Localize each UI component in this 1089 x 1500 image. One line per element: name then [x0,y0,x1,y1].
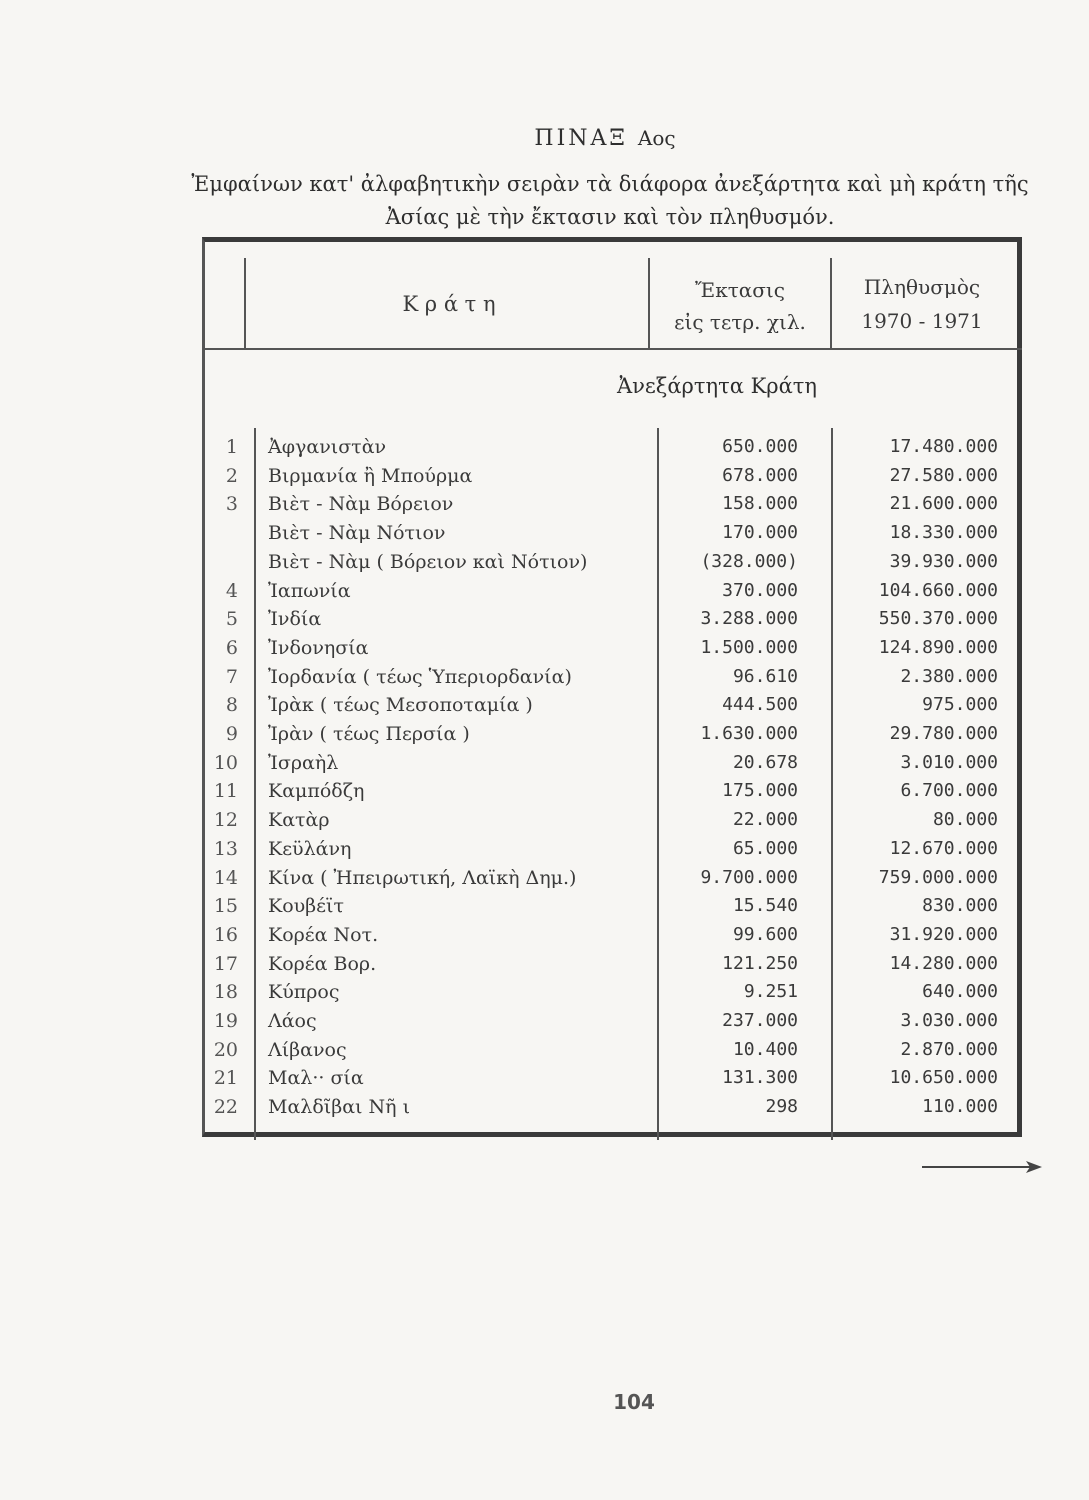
state-name: Καμπόδζη [268,780,365,803]
row-number: 11 [213,780,238,803]
section-title: Ἀνεξάρτητα Κράτη [617,374,817,398]
area-value: 15.540 [732,895,798,917]
state-name: Μαλ·· σία [268,1067,364,1090]
table-row [0,780,1089,808]
area-value: 3.288.000 [700,608,798,630]
state-name: Ἰρὰν ( τέως Περσία ) [268,723,470,745]
title-suffix: Αος [637,126,676,150]
state-name: Ἰορδανία ( τέως Ὑπεριορδανία) [268,665,572,688]
state-name: Ἀφγανιστὰν [268,436,387,458]
table-row [0,608,1089,636]
state-name: Βιὲτ - Νὰμ Νότιον [268,522,446,545]
state-name: Κίνα ( Ἠπειρωτική, Λαϊκὴ Δημ.) [268,866,577,889]
state-name: Ἰαπωνία [268,579,351,602]
row-number: 20 [213,1038,238,1061]
population-value: 31.920.000 [889,923,998,945]
row-number: 5 [225,608,238,631]
area-value: 65.000 [732,837,798,859]
table-row [0,953,1089,981]
table-row [0,1039,1089,1067]
state-name: Βιρμανία ἢ Μπούρμα [268,464,473,487]
table-row [0,580,1089,608]
population-value: 10.650.000 [889,1067,998,1089]
population-value: 21.600.000 [889,493,998,515]
table-row [0,981,1089,1009]
table-row [0,694,1089,722]
row-number: 21 [213,1067,238,1090]
population-value: 14.280.000 [889,952,998,974]
population-value: 17.480.000 [889,436,998,457]
table-row [0,436,1089,464]
row-number: 19 [213,1010,238,1032]
area-value: 444.500 [722,694,798,716]
row-number: 16 [213,923,238,946]
population-value: 3.010.000 [900,751,998,773]
header-rule [202,348,1022,350]
table-row [0,752,1089,780]
population-value: 550.370.000 [878,608,998,630]
header-states: Κ ρ ά τ η [402,292,496,316]
area-value: 175.000 [722,780,798,802]
table-row [0,1096,1089,1124]
state-name: Κουβέϊτ [268,895,344,918]
area-value: 9.700.000 [700,866,798,888]
population-value: 759.000.000 [878,866,998,888]
table-title [0,126,1089,151]
population-value: 2.380.000 [900,665,998,687]
area-value: 9.251 [743,981,798,1003]
table-row [0,493,1089,521]
area-value: 121.250 [722,952,798,974]
row-number: 12 [213,809,238,832]
row-number: 10 [213,751,238,774]
row-number: 15 [213,895,238,918]
table-row [0,551,1089,579]
population-value: 975.000 [922,694,998,716]
title-main: ΠΙΝΑΞ [534,126,628,151]
row-number: 3 [225,493,238,516]
area-value: 10.400 [732,1038,798,1060]
area-value: 1.630.000 [700,723,798,744]
header-divider-left [244,258,246,350]
header-area [650,274,830,338]
continue-arrow-icon [922,1160,1042,1174]
population-value: 27.580.000 [889,464,998,486]
population-value: 18.330.000 [889,522,998,544]
row-number: 22 [213,1096,238,1119]
row-number: 1 [225,436,238,458]
table-row [0,522,1089,550]
area-value: 298 [765,1096,798,1118]
area-value: 96.610 [732,665,798,687]
table-row [0,465,1089,493]
row-number: 8 [225,694,238,717]
state-name: Κεϋλάνη [268,837,352,860]
row-number: 6 [225,636,238,659]
area-value: (328.000) [700,550,798,572]
state-name: Κορέα Νοτ. [268,923,379,946]
row-number: 18 [213,981,238,1004]
header-area-line-2: εἰς τετρ. χιλ. [674,310,806,334]
table-row [0,1067,1089,1095]
table-row [0,838,1089,866]
population-value: 110.000 [922,1096,998,1118]
table-row [0,809,1089,837]
page-number: 104 [613,1390,655,1414]
area-value: 1.500.000 [700,636,798,658]
header-pop-line-2: 1970 - 1971 [861,309,983,333]
header-population [832,270,1012,338]
population-value: 39.930.000 [889,550,998,572]
row-number: 14 [213,866,238,889]
table-row [0,666,1089,694]
state-name: Ἰνδία [268,608,322,631]
population-value: 124.890.000 [878,636,998,658]
table-row [0,723,1089,751]
area-value: 650.000 [722,436,798,457]
row-number: 7 [225,665,238,688]
area-value: 20.678 [732,751,798,773]
area-value: 170.000 [722,522,798,544]
area-value: 22.000 [732,809,798,831]
area-value: 678.000 [722,464,798,486]
row-number: 13 [213,837,238,860]
state-name: Μαλδῖβαι Νῆ ι [268,1096,411,1119]
state-name: Βιὲτ - Νὰμ Βόρειον [268,493,454,516]
state-name: Λάος [268,1010,317,1032]
state-name: Ἰνδονησία [268,636,369,659]
table-row [0,924,1089,952]
header-pop-line-1: Πληθυσμὸς [863,275,981,299]
area-value: 237.000 [722,1010,798,1031]
population-value: 80.000 [932,809,998,831]
state-name: Ἰρὰκ ( τέως Μεσοποταμία ) [268,694,533,717]
population-value: 830.000 [922,895,998,917]
state-name: Κατὰρ [268,809,330,832]
population-value: 104.660.000 [878,579,998,601]
population-value: 2.870.000 [900,1038,998,1060]
table-row [0,895,1089,923]
state-name: Κορέα Βορ. [268,952,377,975]
state-name: Κύπρος [268,981,340,1004]
population-value: 12.670.000 [889,837,998,859]
area-value: 158.000 [722,493,798,515]
population-value: 6.700.000 [900,780,998,802]
row-number: 2 [225,464,238,487]
table-subtitle [180,168,1040,234]
table-row [0,867,1089,895]
population-value: 29.780.000 [889,723,998,744]
population-value: 640.000 [922,981,998,1003]
state-name: Ἰσραὴλ [268,751,339,774]
state-name: Λίβανος [268,1038,347,1061]
population-value: 3.030.000 [900,1010,998,1031]
row-number: 4 [225,579,238,602]
subtitle-line-1: Ἐμφαίνων κατ' ἀλφαβητικὴν σειρὰν τὰ διάφορα ἀνεξάρτητα καὶ μὴ κράτη τῆς [191,172,1029,196]
area-value: 370.000 [722,579,798,601]
area-value: 131.300 [722,1067,798,1089]
table-row [0,637,1089,665]
table-row [0,1010,1089,1038]
row-number: 17 [213,952,238,975]
header-area-line-1: Ἔκτασις [695,278,785,302]
area-value: 99.600 [732,923,798,945]
state-name: Βιὲτ - Νὰμ ( Βόρειον καὶ Νότιον) [268,550,588,573]
row-number: 9 [225,723,238,745]
subtitle-line-2: Ἀσίας μὲ τὴν ἔκτασιν καὶ τὸν πληθυσμόν. [385,205,835,229]
